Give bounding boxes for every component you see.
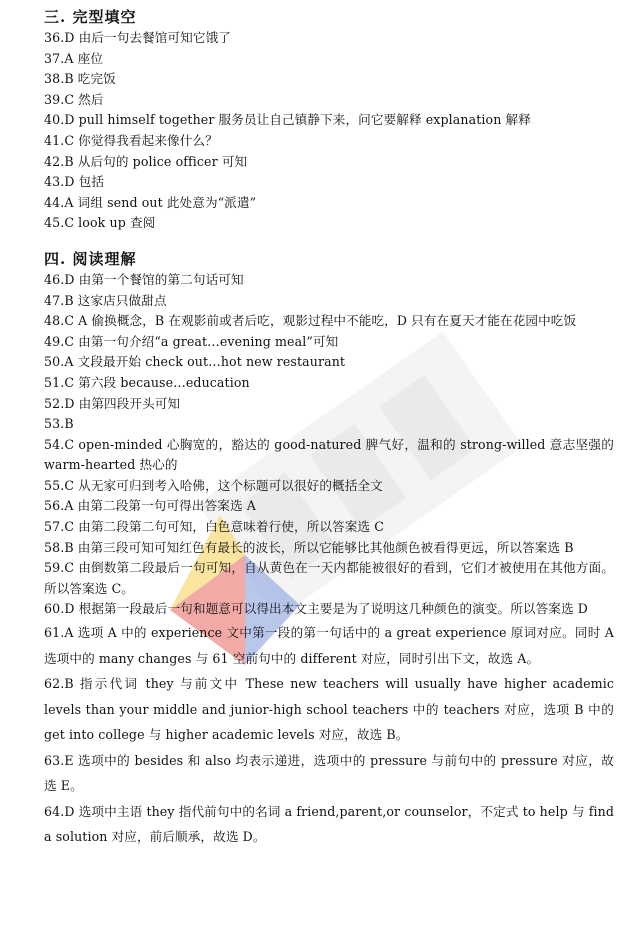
answer-61: 61.A 选项 A 中的 experience 文中第一段的第一句话中的 a great experience 原词对应。同时 A 选项中的 many changes 与 61 空前句中的 different 对应，同时引出下文，故选 A。: [44, 625, 614, 666]
answer-41: 41.C 你觉得我看起来像什么？: [44, 132, 218, 148]
answer-56: 56.A 由第二段第一句可得出答案选 A: [44, 498, 256, 514]
answer-47: 47.B 这家店只做甜点: [44, 292, 167, 308]
answer-43: 43.D 包括: [44, 174, 105, 190]
answer-62: 62.B 指示代词 they 与前文中 These new teachers will usually have higher academic levels than your middle and junior-high school teachers 中的 teachers 对应，选项 B 中的 get into college 与 higher academic levels 对应，故选 B。: [44, 676, 614, 743]
answer-53: 53.B: [44, 416, 74, 432]
answer-58: 58.B 由第三段可知可知红色有最长的波长，所以它能够比其他颜色被看得更远，所以答案选 B: [44, 539, 574, 555]
answer-45: 45.C look up 查阅: [44, 215, 156, 231]
answer-51: 51.C 第六段 because…education: [44, 374, 250, 390]
answer-48: 48.C A 偷换概念，B 在观影前或者后吃，观影过程中不能吃，D 只有在夏天才能在花园中吃饭: [44, 313, 577, 329]
answer-49: 49.C 由第一句介绍“a great…evening meal”可知: [44, 333, 339, 349]
answer-64: 64.D 选项中主语 they 指代前句中的名词 a friend,parent,or counselor，不定式 to help 与 find a solution 对应，前后顺承，故选 D。: [44, 803, 614, 845]
answer-44: 44.A 词组 send out 此处意为“派遣”: [44, 194, 257, 210]
answer-38: 38.B 吃完饭: [44, 71, 116, 87]
answer-63: 63.E 选项中的 besides 和 also 均表示递进，选项中的 pressure 与前句中的 pressure 对应，故选 E。: [44, 752, 614, 794]
answer-37: 37.A 座位: [44, 50, 104, 66]
section-4-title: 四. 阅读理解: [44, 249, 137, 268]
answer-50: 50.A 文段最开始 check out…hot new restaurant: [44, 354, 346, 370]
answer-55: 55.C 从无家可归到考入哈佛，这个标题可以很好的概括全文: [44, 477, 383, 493]
answer-57: 57.C 由第二段第二句可知，白色意味着行使，所以答案选 C: [44, 519, 384, 535]
answer-59: 59.C 由倒数第二段最后一句可知，自从黄色在一天内都能被很好的看到，它们才被使用在其他方面。所以答案选 C。: [44, 560, 614, 596]
answer-60: 60.D 根据第一段最后一句和题意可以得出本文主要是为了说明这几种颜色的演变。所以答案选 D: [44, 601, 588, 617]
answer-52: 52.D 由第四段开头可知: [44, 395, 181, 411]
section-3-title: 三. 完型填空: [44, 8, 137, 26]
answer-40: 40.D pull himself together 服务员让自己镇静下来，问它要解释 explanation 解释: [44, 112, 531, 128]
answer-39: 39.C 然后: [44, 91, 104, 107]
answer-36: 36.D 由后一句去餐馆可知它饿了: [44, 30, 231, 45]
answer-54: 54.C open-minded 心胸宽的，豁达的 good-natured 脾气好，温和的 strong-willed 意志坚强的 warm-hearted 热心的: [44, 436, 614, 473]
answer-42: 42.B 从后句的 police officer 可知: [44, 153, 248, 169]
answer-46: 46.D 由第一个餐馆的第二句话可知: [44, 271, 244, 287]
